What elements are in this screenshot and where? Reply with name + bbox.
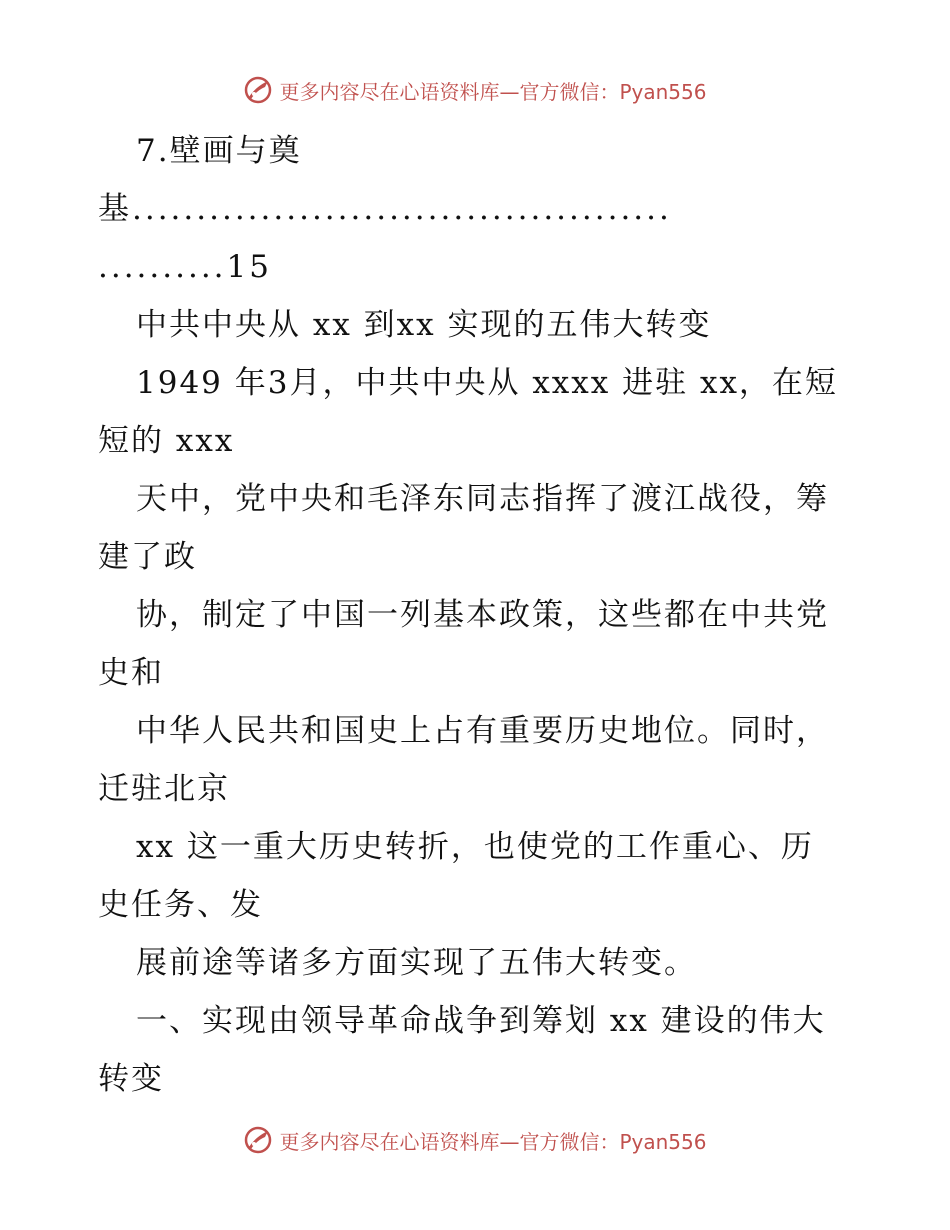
text-line: 7.壁画与奠 <box>136 133 302 169</box>
text-line: 基.......................................... <box>98 191 672 227</box>
text-line: 史和 <box>98 655 164 691</box>
header-banner-text: 更多内容尽在心语资料库—官方微信：Pyan556 <box>279 79 707 104</box>
text-line: 史任务、发 <box>98 887 263 923</box>
document-body <box>98 122 858 1108</box>
text-line: 1949 年3月，中共中央从 xxxx 进驻 xx，在短 <box>136 365 838 401</box>
pen-circle-logo-icon <box>243 75 273 105</box>
text-line: xx 这一重大历史转折，也使党的工作重心、历 <box>136 829 814 865</box>
text-line: 迁驻北京 <box>98 771 230 807</box>
text-line: 建了政 <box>98 539 197 575</box>
text-line: 短的 xxx <box>98 423 235 459</box>
text-line: 一、实现由领导革命战争到筹划 xx 建设的伟大 <box>136 1003 826 1039</box>
footer-banner-text: 更多内容尽在心语资料库—官方微信：Pyan556 <box>279 1129 707 1154</box>
header-banner <box>0 70 950 110</box>
text-line: 转变 <box>98 1061 164 1097</box>
text-line: 天中，党中央和毛泽东同志指挥了渡江战役，筹 <box>136 481 829 517</box>
text-line: ..........15 <box>98 249 272 285</box>
text-line: 中共中央从 xx 到xx 实现的五伟大转变 <box>136 307 712 343</box>
footer-banner <box>0 1120 950 1160</box>
pen-circle-logo-icon <box>243 1125 273 1155</box>
text-line: 展前途等诸多方面实现了五伟大转变。 <box>136 945 697 981</box>
text-line: 中华人民共和国史上占有重要历史地位。同时， <box>136 713 829 749</box>
text-line: 协，制定了中国一列基本政策，这些都在中共党 <box>136 597 829 633</box>
